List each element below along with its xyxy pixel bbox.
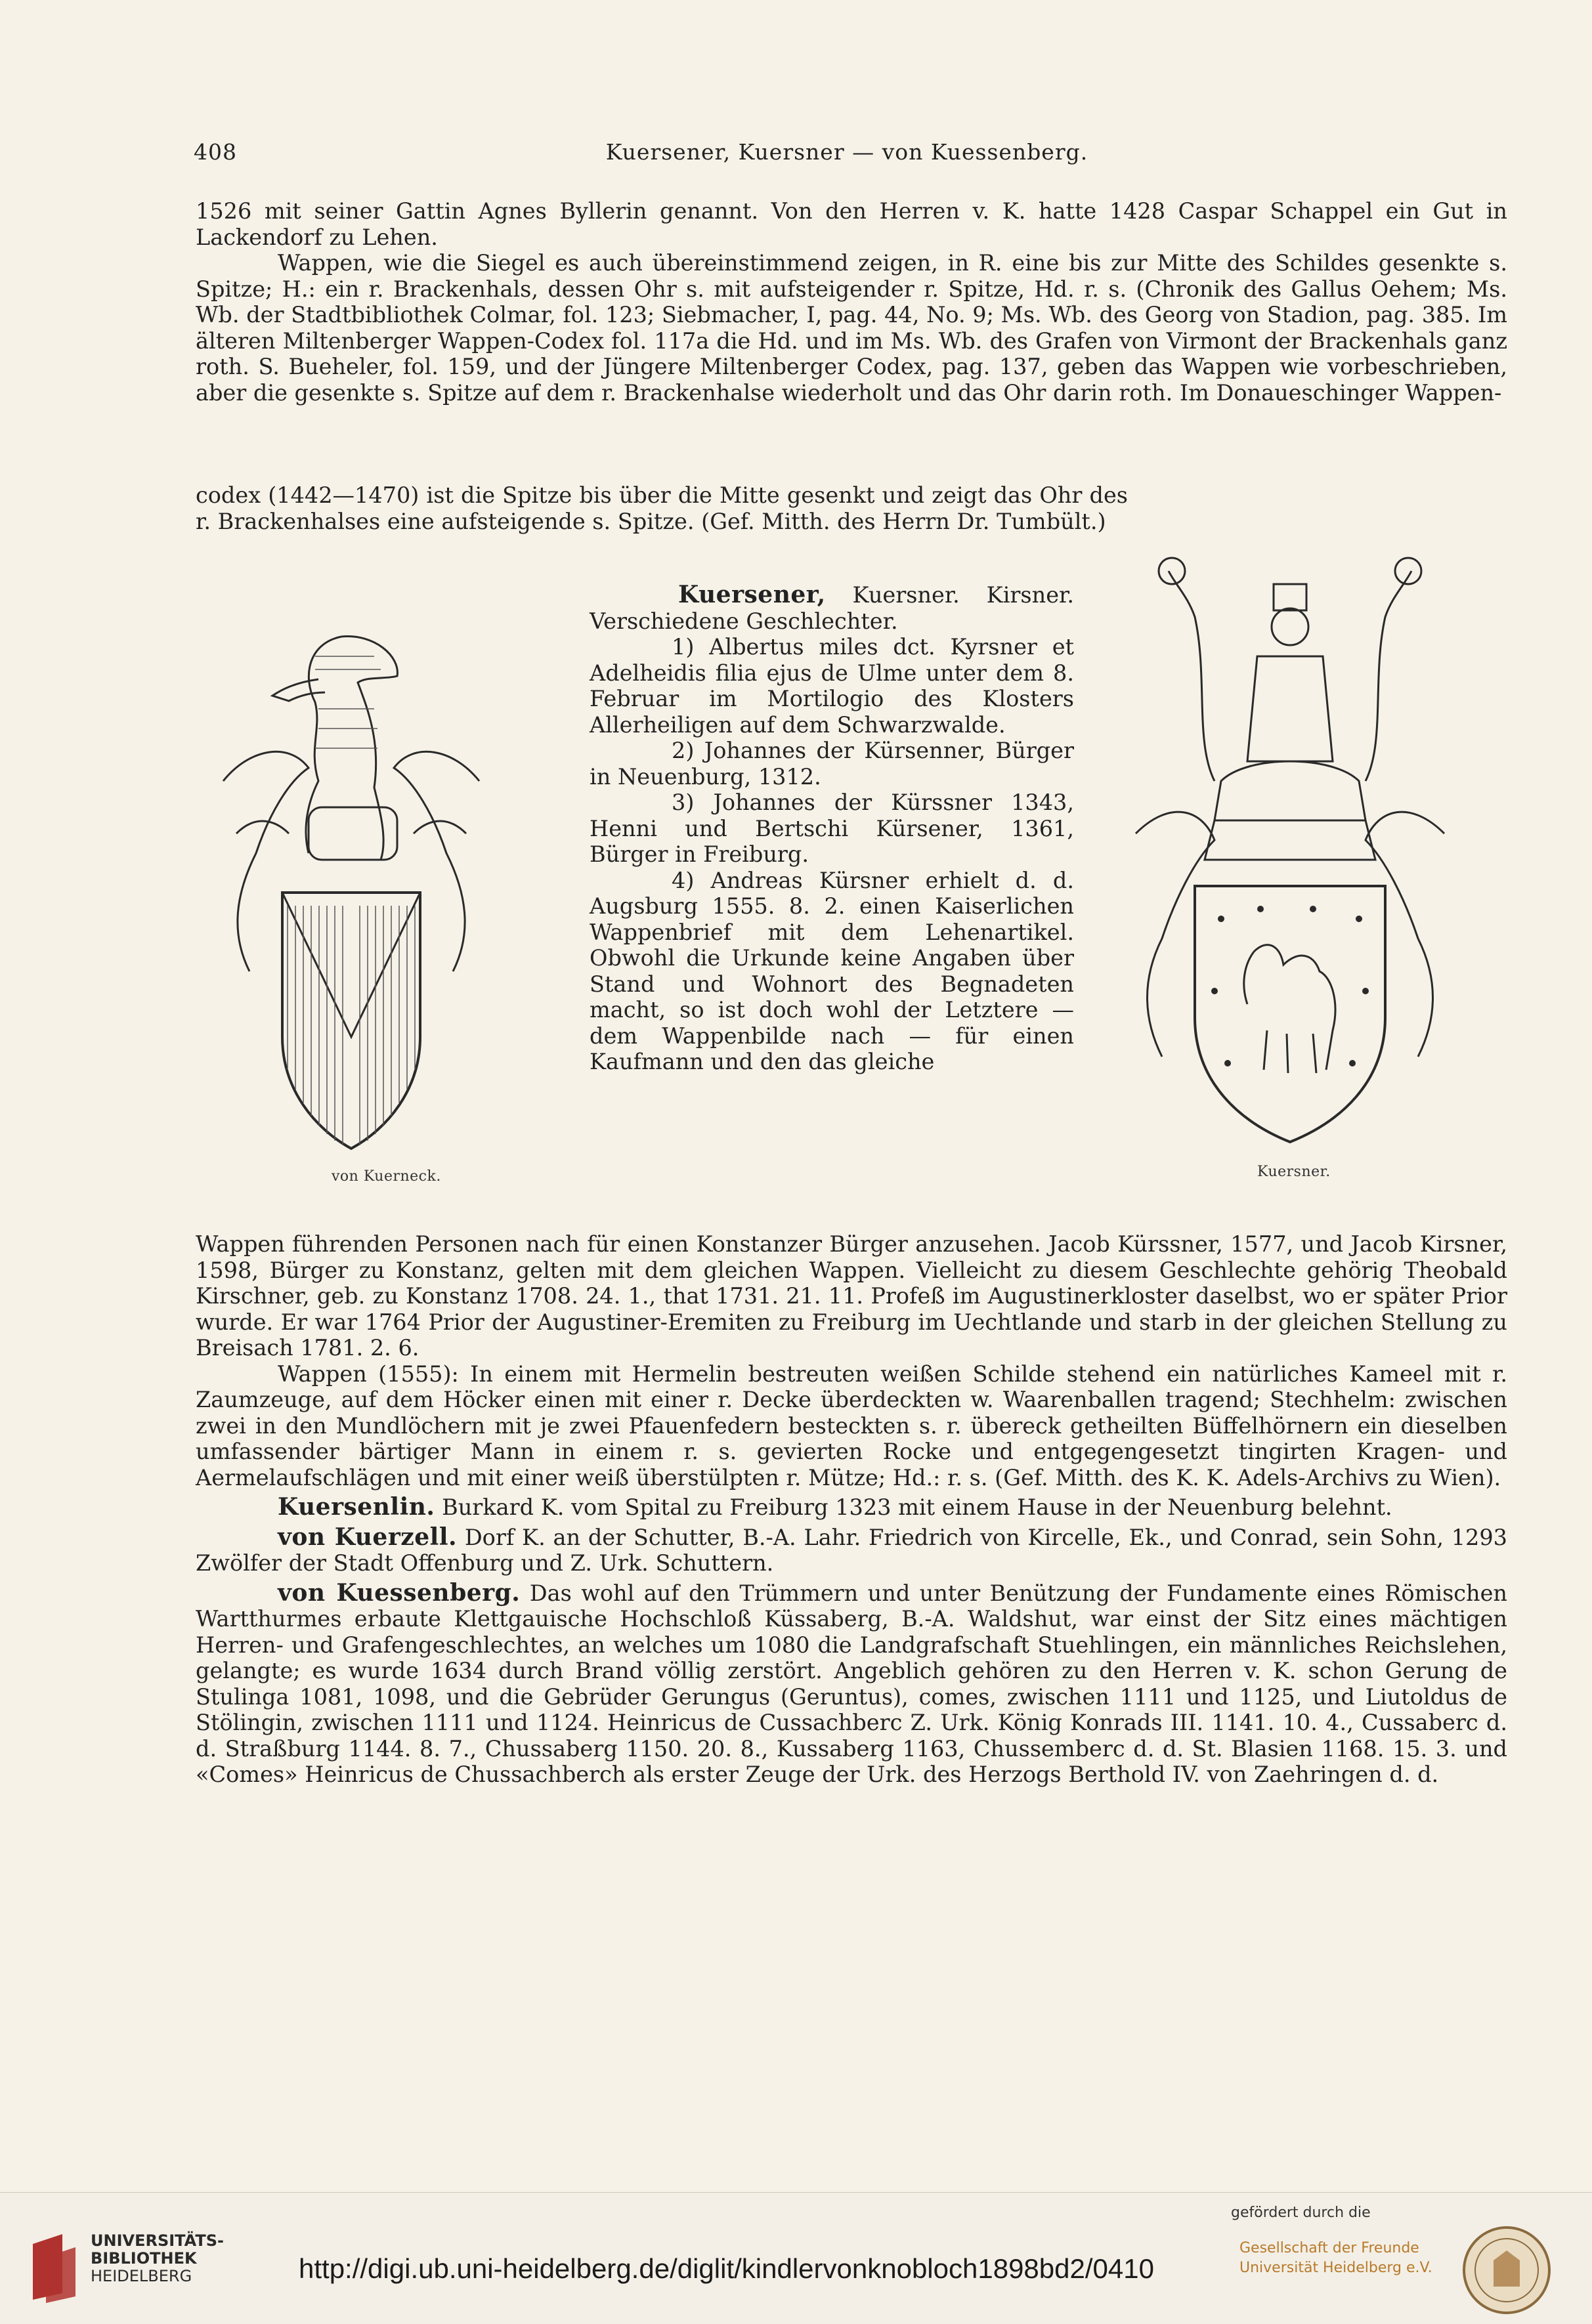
kuersener-intro: Kuersner. Kirsner. Verschiedene Geschlechter. xyxy=(590,582,1074,634)
kuersener-item-2: 2) Johannes der Kürsenner, Bürger in Neuenburg, 1312. xyxy=(590,738,1074,790)
text-block-top xyxy=(196,198,1507,406)
kuersenlin-text: Burkard K. vom Spital zu Freiburg 1323 mit einem Hause in der Neuenburg belehnt. xyxy=(442,1494,1392,1520)
headword-kuersenlin: Kuersenlin. xyxy=(278,1493,435,1521)
kuersener-item-4: 4) Andreas Kürsner erhielt d. d. Augsburg 1555. 8. 2. einen Kaiserlichen Wappenbrief mit dem Lehenartikel. Obwohl die Urkunde keine Angaben über Stand und Wohnort des Begnadeten macht, so ist doch wohl der Letztere — dem Wappenbilde nach — für einen Kaufmann und den das gleiche xyxy=(590,867,1074,1074)
society-seal-icon xyxy=(1461,2224,1553,2316)
wappen-1555: Wappen (1555): In einem mit Hermelin bestreuten weißen Schilde stehend ein natürliches Kameel mit r. Zaumzeuge, auf dem Höcker einen mit einer r. Decke überdeckten w. Waarenballen tragend; Stechhelm: zwischen zwei in den Mundlöchern mit je zwei Pfauenfedern besteckten s. r. übereck getheilten Büffelhörnern ein dieselben umfassender bärtiger Mann in einem r. s. gevierten Rocke und entgegengesetzt tingirten Kragen- und Aermelaufschlägen und mit einer weiß überstülpten r. Mütze; Hd.: r. s. (Gef. Mitth. des K. K. Adels-Archivs zu Wien). xyxy=(196,1361,1507,1490)
permalink-url[interactable]: http://digi.ub.uni-heidelberg.de/diglit/kindlervonknobloch1898bd2/0410 xyxy=(299,2253,1154,2284)
ub-heidelberg-logo-icon xyxy=(26,2231,85,2303)
headword-kuersener: Kuersener, xyxy=(678,581,826,608)
kuersener-column xyxy=(590,582,1074,1075)
funded-by-label: gefördert durch die xyxy=(1231,2205,1371,2221)
page-header xyxy=(194,139,1500,179)
kuersener-item-1: 1) Albertus miles dct. Kyrsner et Adelheidis filia ejus de Ulme unter dem 8. Februar im Mortilogio des Klosters Allerheiligen auf dem Schwarzwalde. xyxy=(590,634,1074,738)
kuersener-item-3: 3) Johannes der Kürssner 1343, Henni und Bertschi Kürsener, 1361, Bürger in Freiburg. xyxy=(590,790,1074,867)
caption-right: Kuersner. xyxy=(1257,1164,1331,1180)
coat-of-arms-kuersner-icon xyxy=(1116,545,1464,1162)
caption-left: von Kuerneck. xyxy=(332,1168,441,1185)
headword-kuerzell: von Kuerzell. xyxy=(278,1523,458,1551)
text-block-bottom xyxy=(196,1231,1507,1788)
running-title: Kuersener, Kuersner — von Kuessenberg. xyxy=(605,139,1088,165)
page-number: 408 xyxy=(194,139,237,165)
paragraph-2b: codex (1442—1470) ist die Spitze bis über die Mitte gesenkt und zeigt das Ohr des r. Brackenhalses eine aufsteigende s. Spitze. (Gef. Mitth. des Herrn Dr. Tumbült.) xyxy=(196,482,1128,534)
paragraph-1: 1526 mit seiner Gattin Agnes Byllerin genannt. Von den Herren v. K. hatte 1428 Caspar Schappel ein Gut in Lackendorf zu Lehen. xyxy=(196,198,1507,250)
kuersener-item-4-cont: Wappen führenden Personen nach für einen Konstanzer Bürger anzusehen. Jacob Kürssner, 1577, und Jacob Kirsner, 1598, Bürger zu Konstanz, gelten mit dem gleichen Wappen. Vielleicht zu diesem Geschlechte gehörig Theobald Kirschner, geb. zu Konstanz 1708. 24. 1., that 1731. 21. 11. Profeß im Augustinerkloster daselbst, wo er später Prior wurde. Er war 1764 Prior der Augustiner-Eremiten zu Freiburg im Uechtlande und starb in der gleichen Stellung zu Breisach 1781. 2. 6. xyxy=(196,1231,1507,1361)
kuessenberg-text: Das wohl auf den Trümmern und unter Benützung der Fundamente eines Römischen Wartthurmes erbaute Klettgauische Hochschloß Küssaberg, B.-A. Waldshut, war einst der Sitz eines mächtigen Herren- und Grafengeschlechtes, an welches um 1080 die Landgrafschaft Stuehlingen, ein männliches Reichslehen, gelangte; es wurde 1634 durch Brand völlig zerstört. Angeblich gehören zu den Herren v. K. schon Gerung de Stulinga 1081, 1098, und die Gebrüder Gerungus (Geruntus), comes, zwischen 1111 und 1125, und Liutoldus de Stölingin, zwischen 1111 und 1124. Heinricus de Cussachberc Z. Urk. König Konrads III. 1141. 10. 4., Cussaberc d. d. Straßburg 1144. 8. 7., Chussaberg 1150. 20. 8., Kussaberg 1163, Chussemberc d. d. St. Blasien 1168. 15. 3. und «Comes» Heinricus de Chussachberch als erster Zeuge der Urk. des Herzogs Berthold IV. von Zaehringen d. d. xyxy=(196,1580,1507,1787)
headword-kuessenberg: von Kuessenberg. xyxy=(278,1578,521,1607)
paragraph-2: Wappen, wie die Siegel es auch übereinstimmend zeigen, in R. eine bis zur Mitte des Schildes gesenkte s. Spitze; H.: ein r. Brackenhals, dessen Ohr s. mit aufsteigender r. Spitze, Hd. r. s. (Chronik des Gallus Oehem; Ms. Wb. der Stadtbibliothek Colmar, fol. 123; Siebmacher, I, pag. 44, No. 9; Ms. Wb. des Georg von Stadion, pag. 385. Im älteren Miltenberger Wappen-Codex fol. 117a die Hd. und im Ms. Wb. des Grafen von Virmont der Brackenhals ganz roth. S. Bueheler, fol. 159, und der Jüngere Miltenberger Codex, pag. 137, geben das Wappen wie vorbeschrieben, aber die gesenkte s. Spitze auf dem r. Brackenhalse wiederholt und das Ohr darin roth. Im Donaueschinger Wappen- xyxy=(196,250,1507,406)
kuerzell-text: Dorf K. an der Schutter, B.-A. Lahr. Friedrich von Kircelle, Ek., und Conrad, sein Sohn, 1293 Zwölfer der Stadt Offenburg und Z. Urk. Schuttern. xyxy=(196,1524,1507,1576)
digitization-footer xyxy=(0,2192,1592,2324)
text-block-codex xyxy=(196,482,1128,534)
library-name: UNIVERSITÄTS- BIBLIOTHEK HEIDELBERG xyxy=(91,2231,225,2285)
society-name: Gesellschaft der Freunde Universität Heidelberg e.V. xyxy=(1239,2240,1432,2276)
coat-of-arms-kuerneck-icon xyxy=(210,617,492,1162)
